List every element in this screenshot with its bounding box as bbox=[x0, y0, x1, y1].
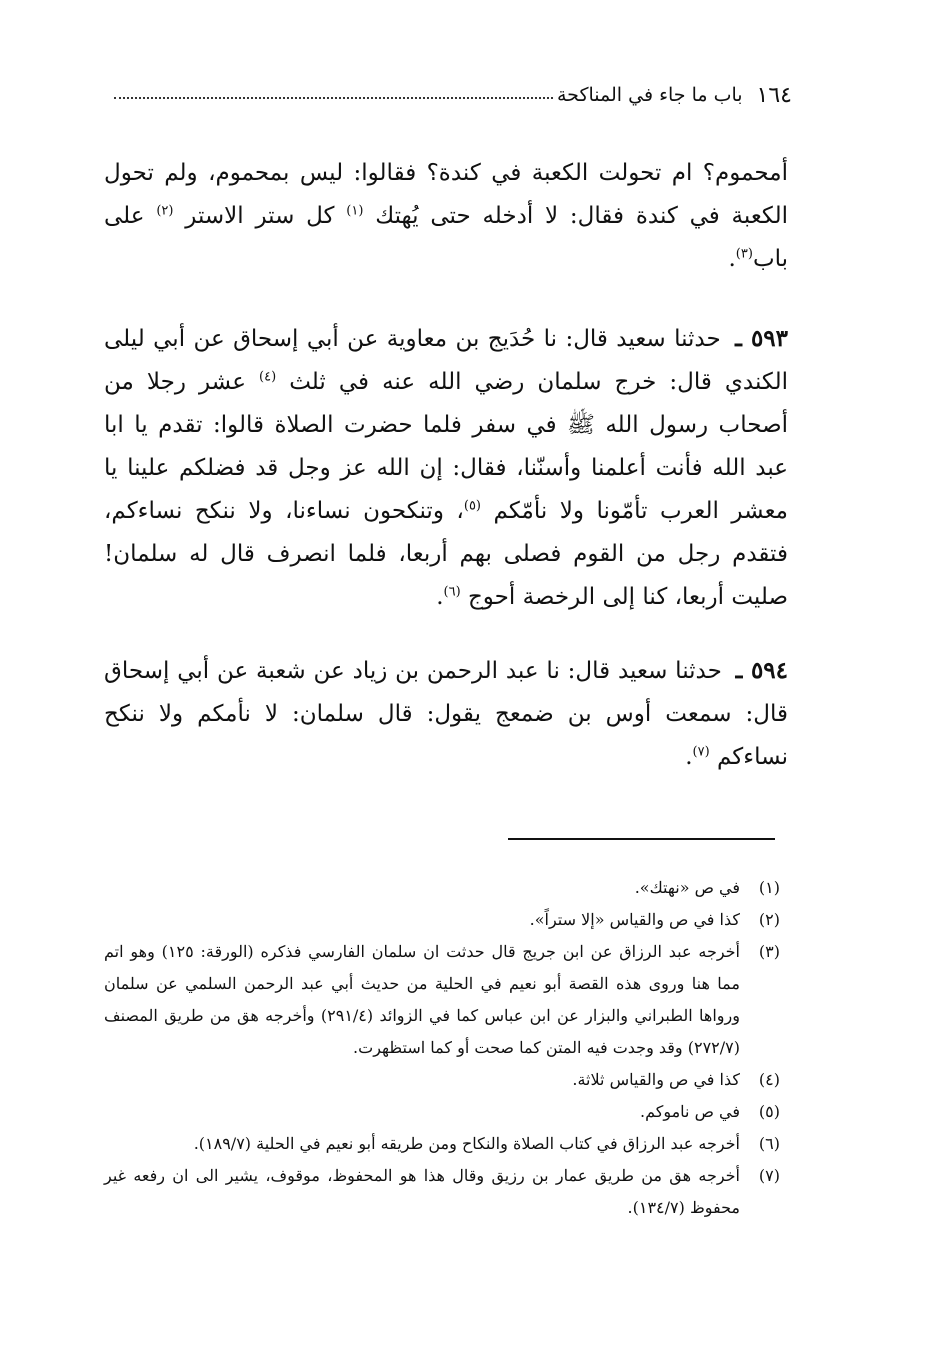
footnote-text: في ص ناموكم. bbox=[639, 1102, 740, 1121]
paragraph-text: . bbox=[728, 246, 736, 272]
footnote-3 bbox=[104, 936, 780, 1064]
page-header bbox=[108, 78, 792, 112]
running-title: باب ما جاء في المناكحة bbox=[557, 84, 743, 106]
paragraph-text: . bbox=[436, 584, 444, 610]
footnote-number: (٣) bbox=[758, 942, 780, 961]
footnote-ref[interactable]: (٧) bbox=[692, 744, 710, 760]
paragraph-text: ، وتنكحون نساءنا، ولا ننكح نساءكم، فتقدم رجل من القوم فصلى بهم أربعا، فلما انصرف قال له سلمان! صليت أربعا، كنا إلى الرخصة أحوج bbox=[104, 498, 788, 610]
footnote-number: (٤) bbox=[758, 1070, 780, 1089]
hadith-number: ٥٩٤ ـ bbox=[735, 657, 789, 684]
footnote-number: (١) bbox=[758, 878, 780, 897]
footnote-7 bbox=[104, 1160, 780, 1224]
hadith-593 bbox=[104, 317, 788, 619]
paragraph-continuation bbox=[104, 152, 788, 281]
paragraph-text: على باب bbox=[104, 203, 788, 272]
footnote-2 bbox=[104, 904, 780, 936]
paragraph-text: . bbox=[685, 744, 693, 770]
footnote-6 bbox=[104, 1128, 780, 1160]
footnote-number: (٢) bbox=[758, 910, 780, 929]
paragraph-text: حدثنا سعيد قال: نا عبد الرحمن بن زياد عن شعبة عن أبي إسحاق قال: سمعت أوس بن ضمعج يقول: قال سلمان: لا نأمكم ولا ننكح نساءكم bbox=[104, 658, 788, 770]
footnote-number: (٦) bbox=[758, 1134, 780, 1153]
footnote-4 bbox=[104, 1064, 780, 1096]
footnote-separator bbox=[508, 838, 775, 840]
paragraph-text: كل ستر الاستر bbox=[185, 203, 335, 229]
hadith-594 bbox=[104, 649, 788, 779]
footnote-1 bbox=[104, 872, 780, 904]
footnote-ref[interactable]: (٣) bbox=[735, 246, 753, 262]
footnotes bbox=[104, 872, 780, 1224]
footnote-text: كذا في ص والقياس ثلاثة. bbox=[572, 1070, 740, 1089]
page-number: ١٦٤ bbox=[756, 82, 792, 108]
paragraph-text: أمحموم؟ ام تحولت الكعبة في كندة؟ فقالوا: ليس بمحموم، ولم تحول الكعبة في كندة فقال: لا أدخله حتى يُهتك bbox=[104, 160, 789, 229]
footnote-text: أخرجه هق من طريق عمار بن رزيق وقال هذا هو المحفوظ، موقوف، يشير الى ان رفعه غير محفوظ (١٣٤/٧). bbox=[104, 1166, 740, 1217]
footnote-number: (٧) bbox=[758, 1166, 780, 1185]
footnote-text: في ص «نهتك». bbox=[634, 878, 740, 897]
footnote-ref[interactable]: (١) bbox=[346, 203, 364, 219]
footnote-text: كذا في ص والقياس «إلا ستراً». bbox=[529, 910, 740, 929]
header-leader-dots bbox=[114, 97, 553, 99]
footnote-text: أخرجه عبد الرزاق عن ابن جريج قال حدثت ان سلمان الفارسي فذكره (الورقة: ١٢٥) وهو اتم مما هنا وروى هذه القصة أبو نعيم في الحلية من حديث أبي عبد الرحمن السلمي عن سلمان ورواها الطبراني والبزار عن ابن عباس كما في الزوائد (٢٩١/٤) وأخرجه هق من طريق المصنف (٢٧٢/٧) وقد وجدت فيه المتن كما صحت أو كما استظهرت. bbox=[104, 942, 740, 1057]
footnote-5 bbox=[104, 1096, 780, 1128]
footnote-ref[interactable]: (٥) bbox=[463, 498, 481, 514]
footnote-number: (٥) bbox=[758, 1102, 780, 1121]
paragraph-text: عشر رجلا من أصحاب رسول الله ﷺ في سفر فلما حضرت الصلاة قالوا: تقدم يا ابا عبد الله فأنت أعلمنا وأسنّنا، فقال: إن الله عز وجل قد فضلكم علينا يا معشر العرب تأمّونا ولا نأمّكم bbox=[104, 369, 789, 524]
hadith-number: ٥٩٣ ـ bbox=[735, 325, 788, 352]
footnote-text: أخرجه عبد الرزاق في كتاب الصلاة والنكاح ومن طريقه أبو نعيم في الحلية (١٨٩/٧). bbox=[193, 1134, 740, 1153]
paragraph-text: حدثنا سعيد قال: نا حُدَيج بن معاوية عن أبي إسحاق عن أبي ليلى الكندي قال: خرج سلمان رضي الله عنه في ثلث bbox=[104, 326, 789, 395]
footnote-ref[interactable]: (٢) bbox=[156, 203, 174, 219]
footnote-ref[interactable]: (٦) bbox=[443, 584, 461, 600]
footnote-ref[interactable]: (٤) bbox=[259, 369, 277, 385]
main-text bbox=[104, 152, 788, 809]
